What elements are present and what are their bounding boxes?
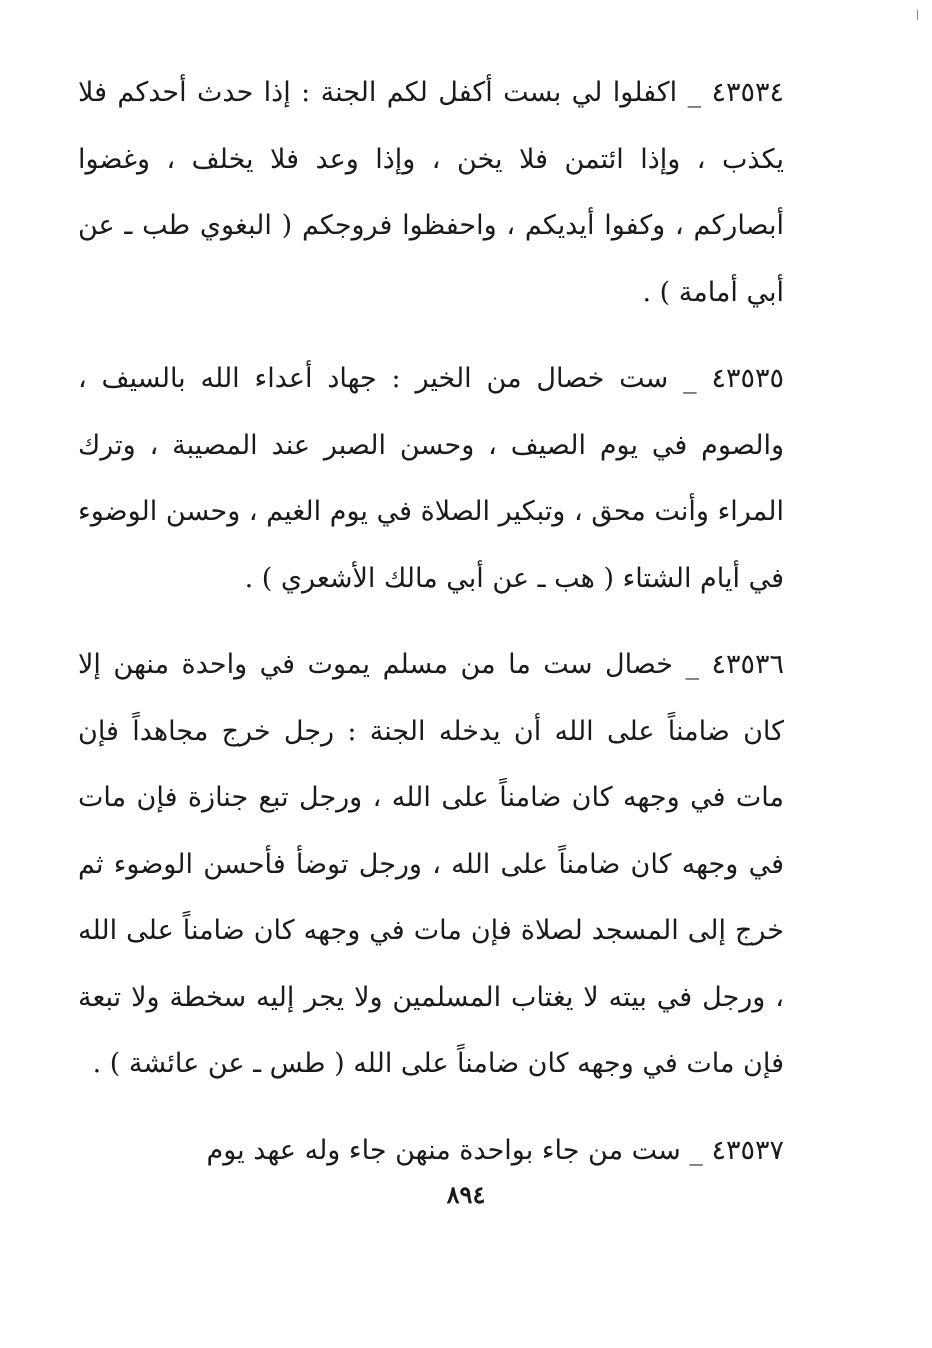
hadith-number: ٤٣٥٣٧ _ [689,1134,784,1166]
hadith-number: ٤٣٥٣٤ _ [687,77,784,108]
hadith-entry-43536 [78,632,784,1098]
page-number: ٨٩٤ [446,1180,486,1209]
corner-scan-mark [917,10,918,20]
hadith-text: ست خصال من الخير : جهاد أعداء الله بالسيف ، والصوم في يوم الصيف ، وحسن الصبر عند المصيبة ، وترك المراء وأنت محق ، وتبكير الصلاة في يوم الغيم ، وحسن الوضوء في أيام الشتاء ( هب ـ عن أبي مالك الأشعري ) . [78,363,785,594]
hadith-entry-43537 [78,1118,784,1185]
hadith-text-body [78,60,784,1184]
hadith-text: اكفلوا لي بست أكفل لكم الجنة : إذا حدث أحدكم فلا يكذب ، وإذا ائتمن فلا يخن ، وإذا وعد فلا يخلف ، وغضوا أبصاركم ، وكفوا أيديكم ، واحفظوا فروجكم ( البغوي طب ـ عن أبي أمامة ) . [78,77,784,308]
hadith-text: خصال ست ما من مسلم يموت في واحدة منهن إلا كان ضامناً على الله أن يدخله الجنة : رجل خرج مجاهداً فإن مات في وجهه كان ضامناً على الله ، ورجل تبع جنازة فإن مات في وجهه كان ضامناً على الله ، ورجل توضأ فأحسن الوضوء ثم خرج إلى المسجد لصلاة فإن مات في وجهه كان ضامناً على الله ، ورجل في بيته لا يغتاب المسلمين ولا يجر إليه سخطة ولا تبعة فإن مات في وجهه كان ضامناً على الله ( طس ـ عن عائشة ) . [78,649,784,1079]
hadith-number: ٤٣٥٣٦ _ [685,649,784,680]
hadith-number: ٤٣٥٣٥ _ [683,363,784,394]
hadith-entry-43535 [78,346,784,612]
hadith-entry-43534 [78,60,784,326]
hadith-text: ست من جاء بواحدة منهن جاء وله عهد يوم [206,1134,681,1166]
